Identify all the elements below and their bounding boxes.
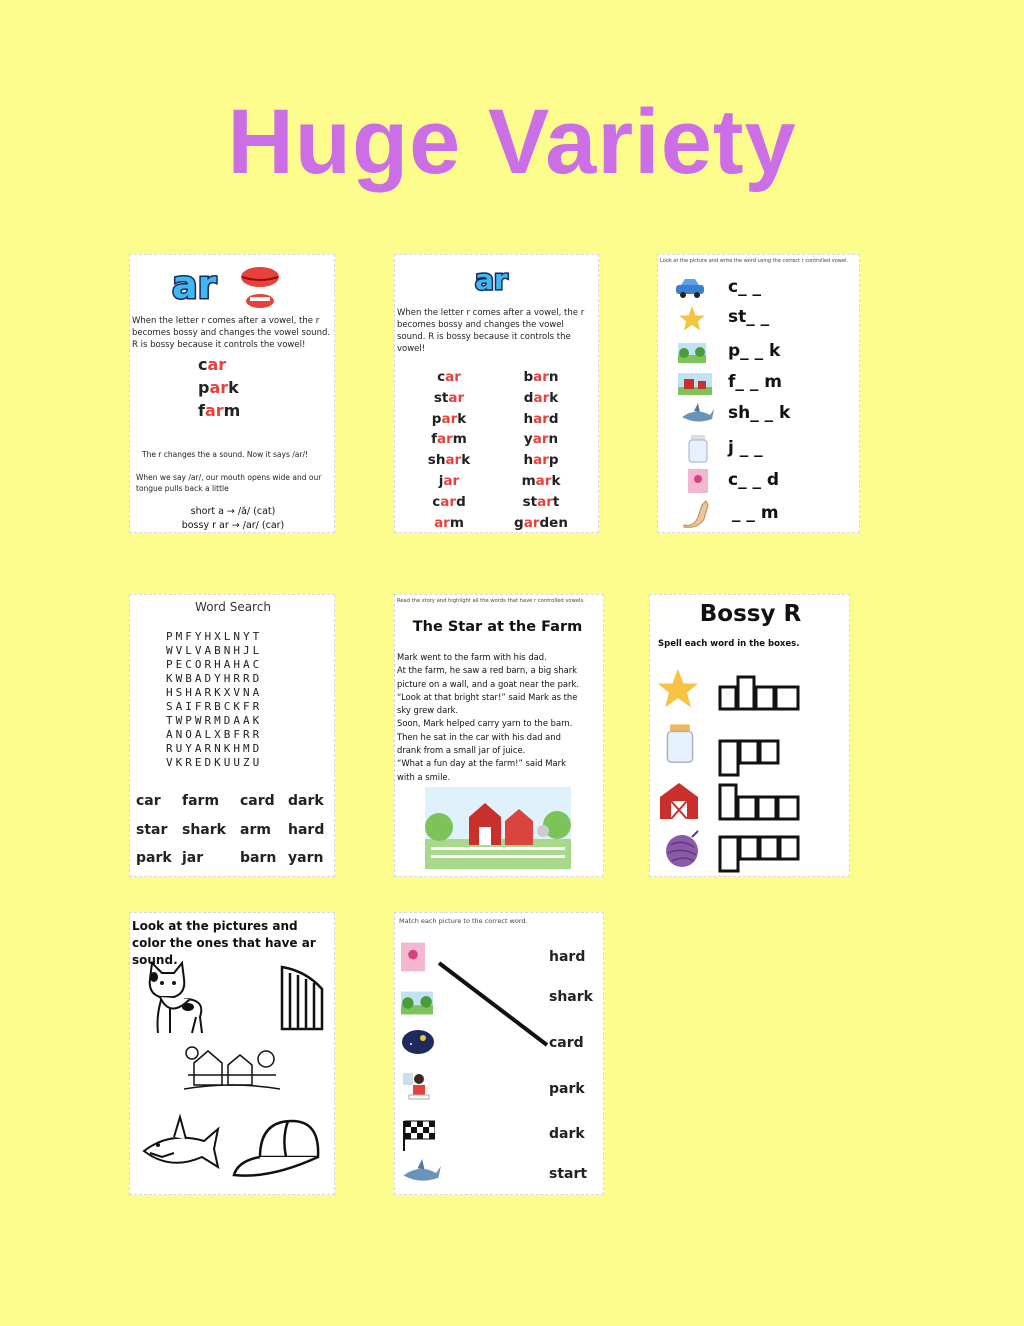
night-sky-icon	[401, 1029, 435, 1055]
note-mouth: When we say /ar/, our mouth opens wide and our tongue pulls back a little	[136, 473, 322, 493]
word-bank-item: arm	[240, 821, 271, 838]
farm-outline-icon	[184, 1039, 280, 1095]
cat-outline-icon	[140, 959, 212, 1037]
car-icon	[674, 277, 706, 299]
intro-text: When the letter r comes after a vowel, the r becomes bossy and changes the vowel sound. R is bossy because it controls the vowel!	[397, 308, 585, 354]
card-icon	[401, 941, 425, 973]
letter-boxes-jar	[718, 737, 782, 777]
fill-in-word: c_ _	[728, 277, 761, 297]
worksheet-word-search	[129, 594, 335, 877]
cap-outline-icon	[230, 1117, 324, 1181]
story-line: Then he sat in the car with his dad and	[397, 731, 561, 742]
ar-word: farm	[198, 401, 241, 420]
note-changes: The r changes the a sound. Now it says /ar/!	[142, 450, 308, 459]
fill-in-word: c_ _ d	[728, 470, 780, 490]
park-icon	[678, 343, 706, 363]
arm-icon	[680, 497, 710, 529]
story-line: At the farm, he saw a red barn, a big shark	[397, 665, 577, 676]
bossy-r-line: bossy r ar → /ar/ (car)	[181, 520, 285, 531]
ar-word: car	[198, 355, 227, 374]
jar-icon	[666, 723, 694, 765]
yarn-icon	[662, 829, 702, 869]
ar-word: arm	[434, 514, 464, 531]
worksheet-ar-word-list	[394, 254, 599, 533]
instruction-text: Match each picture to the correct word.	[399, 917, 528, 925]
word-bank-item: farm	[182, 793, 220, 809]
farm-illustration	[425, 787, 571, 869]
fill-in-word: j _ _	[728, 438, 763, 458]
match-line	[435, 959, 551, 1049]
story-line: Mark went to the farm with his dad.	[397, 652, 547, 662]
ar-word: park	[198, 378, 239, 397]
story-line: “Look at that bright star!” said Mark as the	[397, 691, 578, 702]
word-bank-item: barn	[240, 850, 277, 866]
story-line: “What a fun day at the farm!” said Mark	[397, 758, 566, 769]
word-search-title: Word Search	[195, 600, 271, 614]
word-bank-item: shark	[182, 821, 226, 838]
letter-boxes-barn	[718, 783, 802, 821]
match-word: dark	[549, 1126, 585, 1142]
word-bank-item: dark	[288, 793, 324, 809]
star-icon	[656, 667, 700, 711]
bossy-r-title: Bossy R	[699, 601, 802, 627]
ar-word: mark	[521, 473, 561, 489]
word-bank-item: car	[136, 793, 161, 809]
fill-in-word: sh_ _ k	[728, 403, 791, 423]
shark-outline-icon	[140, 1113, 220, 1175]
ar-word: start	[522, 493, 560, 510]
worksheet-match-picture-word	[394, 912, 604, 1195]
ar-badge: ar	[172, 263, 217, 307]
story-line: drank from a small jar of juice.	[397, 745, 526, 756]
card-icon	[688, 469, 708, 493]
story-line: sky grew dark.	[397, 705, 459, 716]
worksheet-ar-intro	[129, 254, 335, 533]
ar-badge: ar	[475, 263, 508, 296]
match-word: start	[549, 1166, 588, 1182]
ar-word: yarn	[523, 431, 559, 448]
ar-word: dark	[523, 389, 559, 406]
ar-word: star	[433, 389, 465, 406]
letter-grid: PMFYHXLNYT WVLVABNHJL PECORHAHAC KWBADYHRRD HSHARKXVNA SAIFRBCKFR TWPWRMDAAK ANOALXBFRR RUYARNKHMD VKREDKUUZU	[166, 630, 263, 769]
checkered-flag-icon	[401, 1119, 435, 1151]
story-line: with a smile.	[397, 771, 451, 782]
ar-word: farm	[431, 431, 467, 448]
fill-in-word: st_ _	[728, 307, 770, 327]
star-icon	[678, 305, 706, 333]
ar-word: card	[432, 493, 466, 510]
short-a-line: short a → /ă/ (cat)	[190, 506, 276, 517]
intro-text: When the letter r comes after a vowel, the r becomes bossy and changes the vowel sound. R is bossy because it controls the vowel!	[132, 316, 331, 350]
word-bank-item: hard	[288, 821, 325, 838]
page-title: Huge Variety	[227, 91, 797, 193]
shark-icon	[401, 1159, 441, 1187]
story-line: Soon, Mark helped carry yarn to the barn.	[397, 718, 573, 729]
match-word: shark	[549, 989, 593, 1005]
fill-in-word: p_ _ k	[728, 341, 781, 361]
worksheet-write-word	[657, 254, 860, 533]
shark-icon	[680, 403, 714, 427]
match-word: card	[549, 1035, 584, 1051]
worksheet-story	[394, 594, 604, 877]
match-word: park	[549, 1081, 585, 1097]
lips-icon	[238, 263, 282, 311]
fill-in-word: f_ _ m	[728, 372, 782, 392]
word-bank-item: park	[136, 850, 172, 866]
word-bank-item: yarn	[288, 850, 324, 866]
letter-boxes-star	[718, 673, 802, 711]
reading-child-icon	[403, 1069, 433, 1103]
instruction-text: Look at the pictures and color the ones that have ar sound.	[132, 919, 316, 967]
worksheet-bossy-r-boxes	[649, 594, 850, 877]
word-bank-item: star	[136, 821, 168, 838]
ar-word: park	[431, 410, 467, 427]
ar-word: harp	[523, 452, 559, 469]
ar-word: garden	[514, 514, 568, 531]
fill-in-word: _ _ m	[732, 503, 779, 523]
instruction-text: Read the story and highlight all the words that have r controlled vowels.	[397, 598, 585, 604]
jar-icon	[688, 435, 708, 463]
instruction-text: Spell each word in the boxes.	[658, 639, 800, 649]
harp-outline-icon	[276, 963, 328, 1031]
ar-word: jar	[438, 473, 460, 489]
farm-icon	[678, 373, 712, 395]
ar-word: car	[437, 369, 461, 385]
story-line: picture on a wall, and a goat near the park.	[397, 678, 580, 689]
barn-icon	[658, 781, 700, 819]
story-text	[397, 651, 602, 784]
word-bank-item: card	[240, 793, 275, 809]
ar-word: barn	[523, 369, 559, 385]
match-word: hard	[549, 949, 586, 965]
ar-word: shark	[427, 452, 471, 469]
worksheet-color-ar-pictures	[129, 912, 335, 1195]
ar-word: hard	[523, 410, 559, 427]
letter-boxes-yarn	[718, 833, 802, 873]
park-icon	[401, 991, 433, 1015]
story-title: The Star at the Farm	[412, 619, 583, 635]
instruction-text: Look at the picture and write the word using the correct r controlled vowel.	[660, 258, 848, 264]
word-bank-item: jar	[182, 850, 204, 866]
